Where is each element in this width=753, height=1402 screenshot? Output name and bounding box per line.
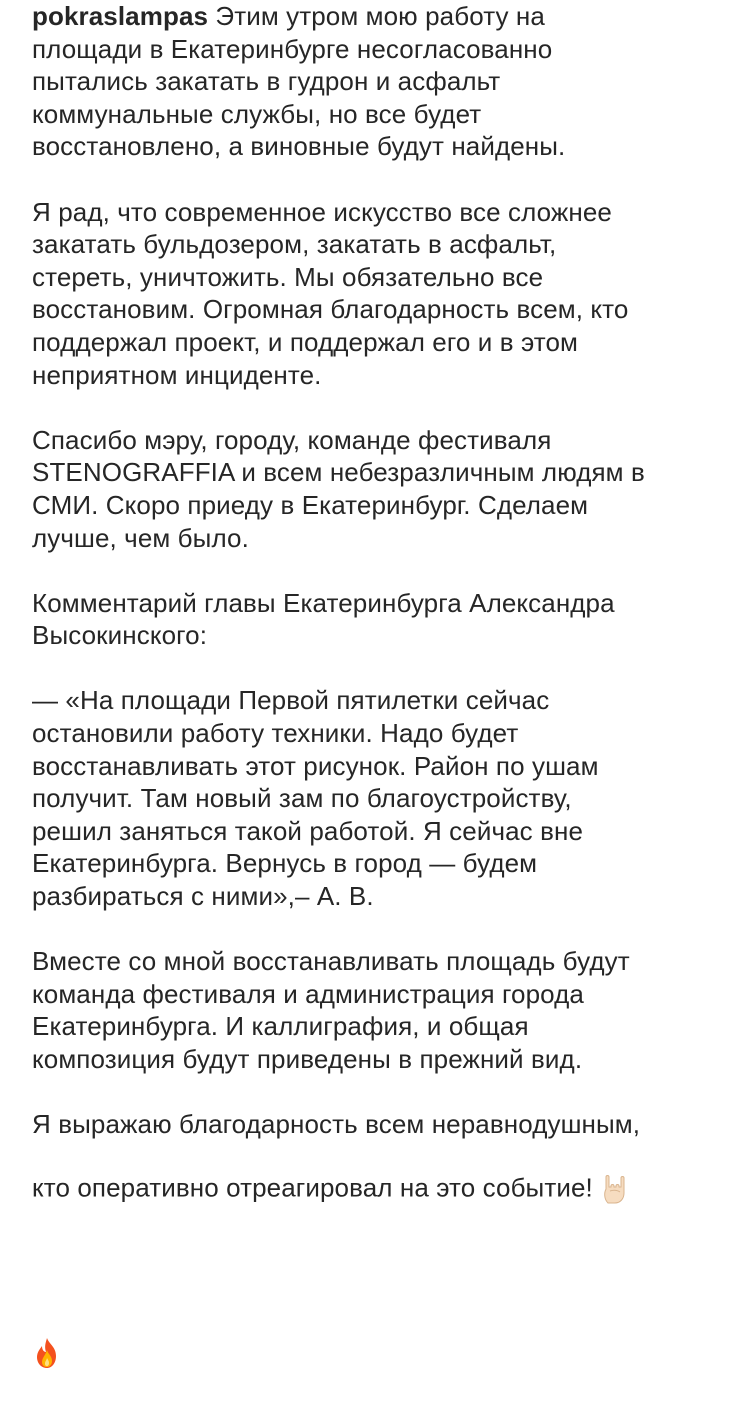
sign-of-horns-emoji-icon <box>600 1141 630 1238</box>
caption-paragraph-7 <box>32 1108 732 1402</box>
caption-paragraph-5: — «На площади Первой пятилетки сейчас остановили работу техники. Надо будет восстанавливать этот рисунок. Район по ушам получит. Там новый зам по благоустройству, решил заняться такой работой. Я сейчас вне Екатеринбурга. Вернусь в город — будем разбираться с ними»,– А. В. <box>32 685 599 912</box>
post-caption <box>32 0 732 1402</box>
caption-paragraph-4: Комментарий главы Екатеринбурга Александра Высокинского: <box>32 587 615 651</box>
caption-paragraph-1 <box>32 0 732 163</box>
caption-text-7: Я выражаю благодарность всем неравнодушным, кто оперативно отреагировал на это событие! <box>32 1109 641 1203</box>
caption-paragraph-3: Спасибо мэру, городу, команде фестиваля STENOGRAFFIA и всем небезразличным людям в СМИ. Скоро приеду в Екатеринбург. Сделаем лучше, чем было. <box>32 424 645 553</box>
caption-text-1: Этим утром мою работу на площади в Екатеринбурге несогласованно пытались закатать в гудрон и асфальт коммунальные службы, но все будет восстановлено, а виновные будут найдены. <box>32 1 566 162</box>
fire-emoji-icon <box>32 1303 62 1402</box>
caption-paragraph-6: Вместе со мной восстанавливать площадь будут команда фестиваля и администрация города Екатеринбурга. И каллиграфия, и общая композиция будут приведены в прежний вид. <box>32 946 630 1074</box>
caption-paragraph-2: Я рад, что современное искусство все сложнее закатать бульдозером, закатать в асфальт, стереть, уничтожить. Мы обязательно все восстановим. Огромная благодарность всем, кто поддержал проект, и поддержал его и в этом неприятном инциденте. <box>32 196 629 390</box>
username-link[interactable]: pokraslampas <box>32 1 209 31</box>
